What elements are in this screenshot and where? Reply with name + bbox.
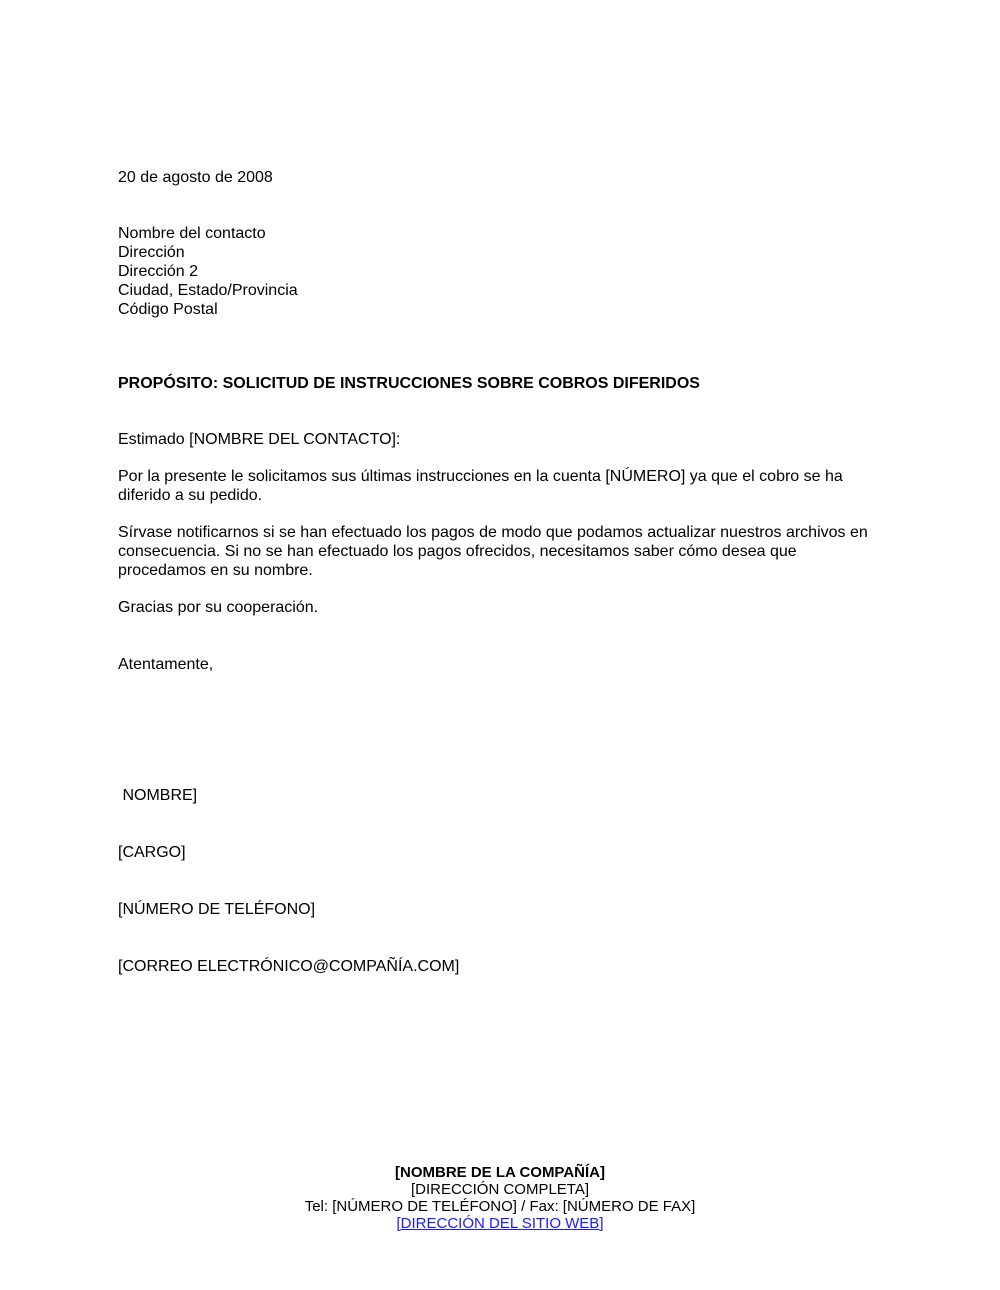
signature-phone: [NÚMERO DE TELÉFONO] [118,901,316,918]
recipient-name: Nombre del contacto [118,225,266,242]
recipient-postal-code: Código Postal [118,301,218,318]
footer-contact: Tel: [NÚMERO DE TELÉFONO] / Fax: [NÚMERO DE FAX] [304,1198,696,1215]
letter-footer [0,1164,1000,1232]
subject-text: PROPÓSITO: SOLICITUD DE INSTRUCCIONES SOBRE COBROS DIFERIDOS [118,375,700,392]
signature-name: NOMBRE] [118,787,198,804]
letter-subject [118,374,700,393]
body-paragraph-3: Gracias por su cooperación. [118,599,319,616]
body-paragraph-2: Sírvase notificarnos si se han efectuado los pagos de modo que podamos actualizar nuestros archivos en consecuencia. Si no se han efectuado los pagos ofrecidos, necesitamos saber cómo desea que procedamos en su nombre. [118,524,868,579]
footer-address: [DIRECCIÓN COMPLETA] [410,1181,590,1198]
footer-company: [NOMBRE DE LA COMPAÑÍA] [395,1164,605,1181]
footer-website-link[interactable]: [DIRECCIÓN DEL SITIO WEB] [396,1215,604,1232]
date-text: 20 de agosto de 2008 [118,169,273,186]
recipient-address1: Dirección [118,244,185,261]
recipient-city-state: Ciudad, Estado/Provincia [118,282,298,299]
letter-closing [118,655,213,674]
recipient-address2: Dirección 2 [118,263,199,280]
recipient-block [118,224,298,319]
body-paragraph-1: Por la presente le solicitamos sus últimas instrucciones en la cuenta [NÚMERO] ya que el cobro se ha diferido a su pedido. [118,468,843,504]
signature-block [118,748,459,1014]
letter-salutation [118,430,400,449]
closing-text: Atentamente, [118,656,214,673]
letter-date [118,168,273,187]
signature-title: [CARGO] [118,844,186,861]
signature-email: [CORREO ELECTRÓNICO@COMPAÑÍA.COM] [118,958,460,975]
salutation-text: Estimado [NOMBRE DEL CONTACTO]: [118,431,401,448]
